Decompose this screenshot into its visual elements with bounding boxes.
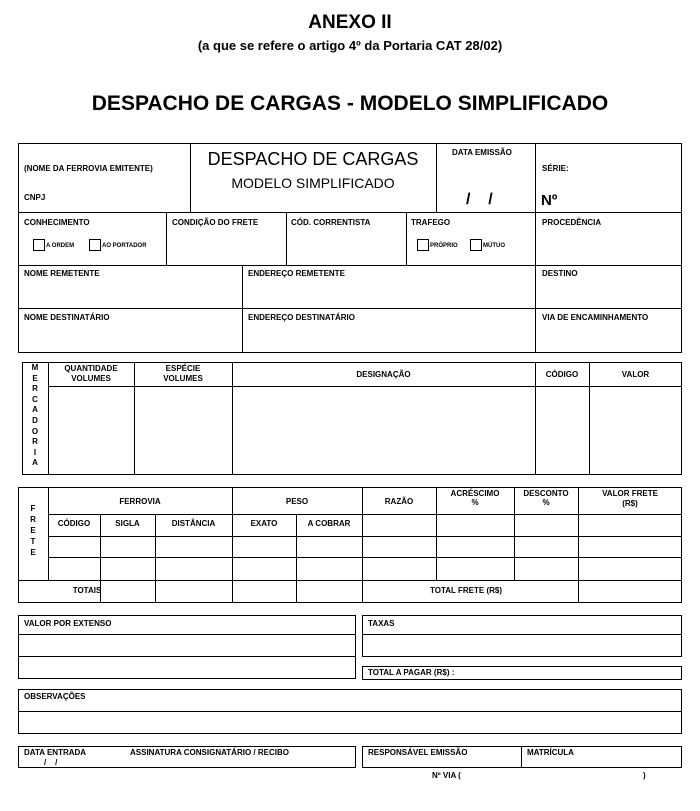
annex-subtitle: (a que se refere o artigo 4º da Portaria CAT 28/02): [197, 38, 503, 53]
form-title-line2: MODELO SIMPLIFICADO: [231, 175, 395, 191]
emitter-label: (NOME DA FERROVIA EMITENTE): [24, 164, 153, 173]
cnpj-label: CNPJ: [24, 193, 46, 202]
cod-correntista-label: CÓD. CORRENTISTA: [291, 218, 371, 227]
procedencia-label: PROCEDÊNCIA: [542, 218, 602, 227]
data-entrada-slashes: / /: [44, 758, 58, 767]
annex-title: ANEXO II: [308, 12, 392, 33]
mutuo-label: MÚTUO: [483, 243, 505, 249]
endereco-destinatario-label: ENDEREÇO DESTINATÁRIO: [248, 313, 355, 322]
data-entrada-label: DATA ENTRADA: [24, 748, 87, 757]
via-encaminhamento-label: VIA DE ENCAMINHAMENTO: [542, 313, 649, 322]
ao-portador-label: AO PORTADOR: [102, 243, 147, 249]
nome-destinatario-label: NOME DESTINATÁRIO: [24, 313, 110, 322]
valor-frete-header-2: (R$): [622, 499, 638, 508]
totais-label: TOTAIS: [72, 586, 102, 595]
frete-sigla-header: SIGLA: [115, 519, 140, 528]
main-title: DESPACHO DE CARGAS - MODELO SIMPLIFICADO: [91, 92, 609, 115]
frete-codigo-header: CÓDIGO: [57, 519, 91, 528]
condicao-frete-label: CONDIÇÃO DO FRETE: [172, 218, 259, 227]
mercadoria-side-label: M E R C A D O R I A: [31, 363, 39, 468]
trafego-label: TRAFEGO: [411, 218, 451, 227]
ao-portador-checkbox[interactable]: [89, 239, 101, 251]
taxas-label: TAXAS: [368, 619, 395, 628]
frete-exato-header: EXATO: [250, 519, 278, 528]
codigo-header: CÓDIGO: [545, 370, 579, 379]
peso-header: PESO: [285, 497, 309, 506]
valor-header: VALOR: [621, 370, 650, 379]
date-emission-label: DATA EMISSÃO: [452, 148, 512, 157]
valor-extenso-label: VALOR POR EXTENSO: [24, 619, 112, 628]
ferrovia-header: FERROVIA: [119, 497, 161, 506]
qtd-volumes-header-2: VOLUMES: [71, 374, 111, 383]
a-ordem-checkbox[interactable]: [33, 239, 45, 251]
valor-frete-header: VALOR FRETE: [602, 489, 658, 498]
number-label: Nº: [541, 192, 558, 209]
endereco-remetente-label: ENDEREÇO REMETENTE: [248, 269, 345, 278]
frete-a-cobrar-header: A COBRAR: [307, 519, 351, 528]
conhecimento-label: CONHECIMENTO: [24, 218, 90, 227]
a-ordem-label: A ORDEM: [46, 243, 75, 249]
nome-remetente-label: NOME REMETENTE: [24, 269, 100, 278]
desconto-header: DESCONTO: [523, 489, 569, 498]
series-label: SÉRIE:: [542, 164, 569, 173]
especie-volumes-header: ESPÉCIE: [165, 364, 201, 373]
form-title-line1: DESPACHO DE CARGAS: [207, 149, 419, 169]
observacoes-label: OBSERVAÇÕES: [24, 692, 86, 701]
total-pagar-label: TOTAL A PAGAR (R$) :: [368, 668, 455, 677]
via-close-label: ): [643, 771, 646, 780]
frete-side-label: F R E T E: [30, 504, 36, 557]
acrescimo-header-2: %: [471, 498, 479, 507]
total-frete-label: TOTAL FRETE (R$): [430, 586, 502, 595]
proprio-checkbox[interactable]: [417, 239, 429, 251]
especie-volumes-header-2: VOLUMES: [163, 374, 203, 383]
acrescimo-header: ACRÉSCIMO: [450, 489, 500, 498]
desconto-header-2: %: [542, 498, 550, 507]
via-label: Nº VIA (: [432, 771, 461, 780]
responsavel-label: RESPONSÁVEL EMISSÃO: [368, 748, 468, 757]
razao-header: RAZÃO: [384, 497, 414, 506]
destino-label: DESTINO: [542, 269, 578, 278]
date-emission-slashes: / /: [466, 191, 493, 208]
frete-distancia-header: DISTÂNCIA: [171, 519, 216, 528]
assinatura-label: ASSINATURA CONSIGNATÁRIO / RECIBO: [130, 748, 289, 757]
qtd-volumes-header: QUANTIDADE: [64, 364, 118, 373]
proprio-label: PRÓPRIO: [430, 243, 458, 249]
designacao-header: DESIGNAÇÃO: [356, 370, 411, 379]
mutuo-checkbox[interactable]: [470, 239, 482, 251]
taxas-box: [362, 615, 682, 657]
matricula-label: MATRÍCULA: [527, 748, 574, 757]
